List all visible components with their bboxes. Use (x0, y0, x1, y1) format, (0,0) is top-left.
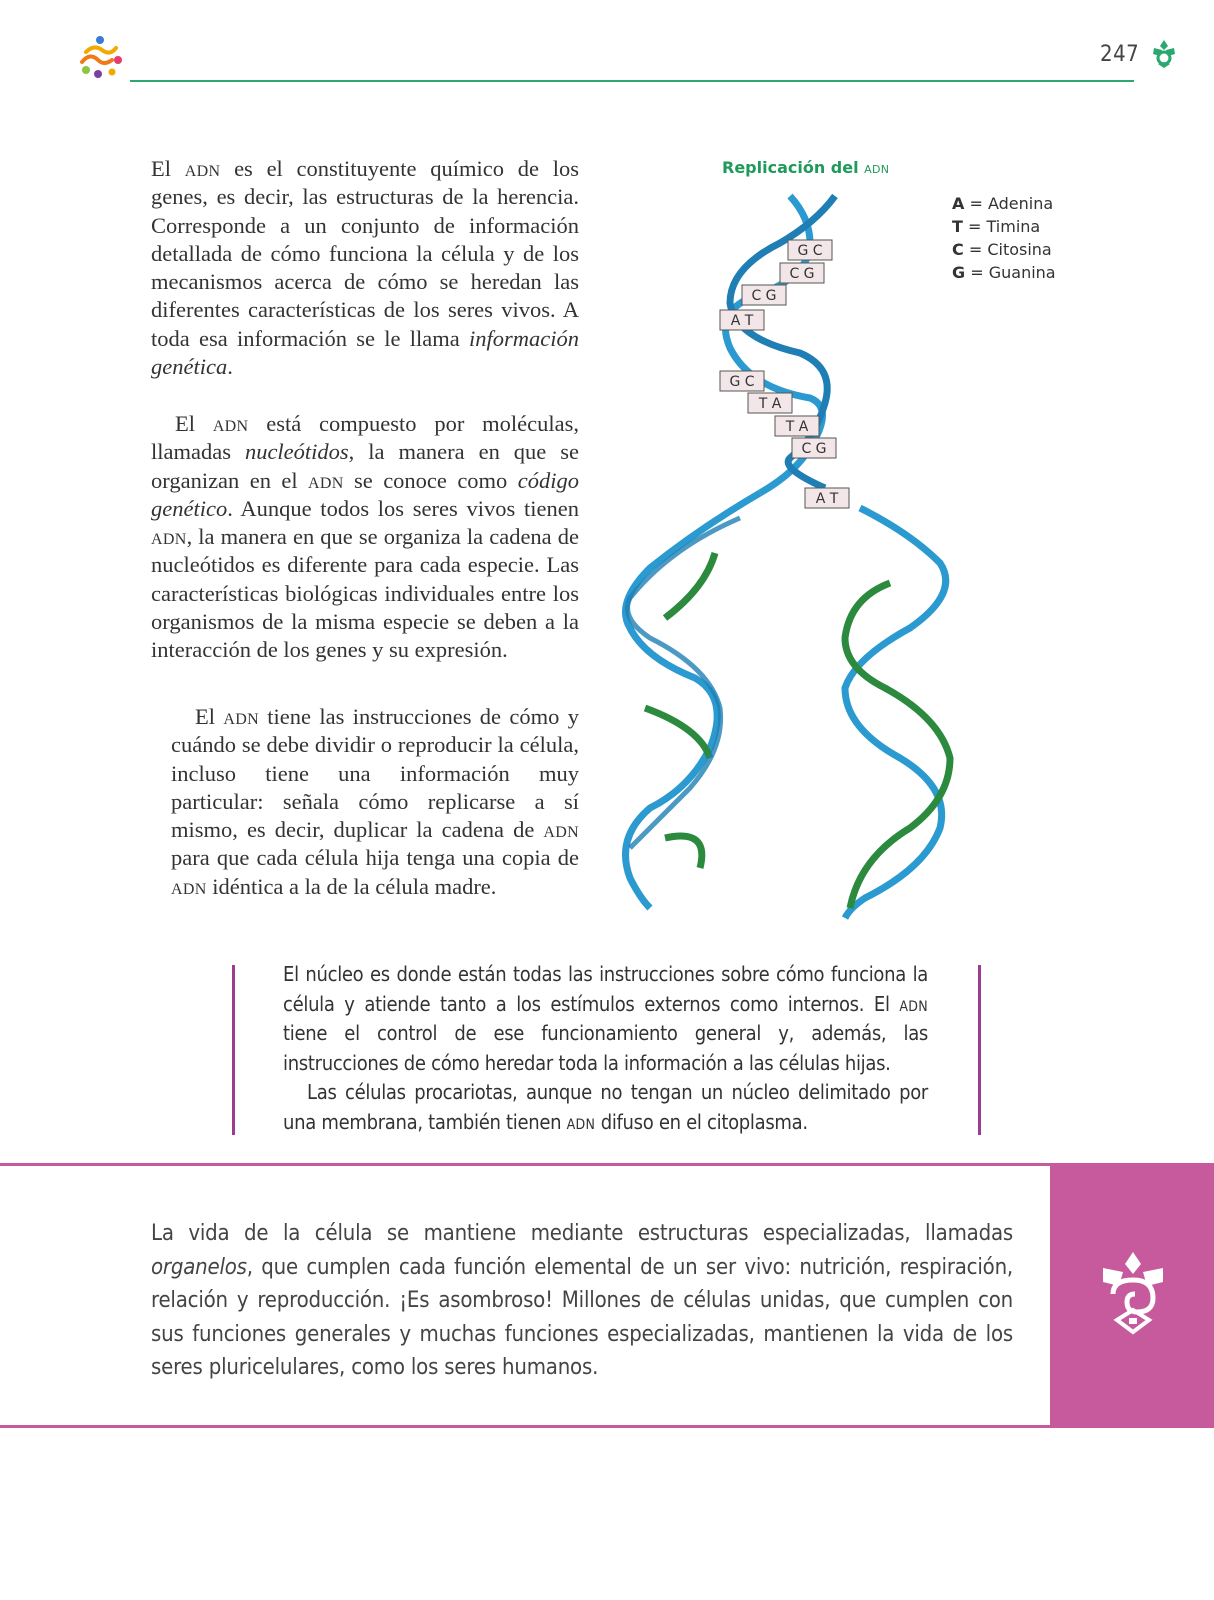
aside-right-rule (978, 965, 981, 1135)
base-pair-label: A T (730, 313, 754, 329)
paragraph-dna-composition (151, 410, 579, 665)
base-pair (748, 393, 792, 413)
legend-value: = Adenina (964, 194, 1054, 213)
band-top-rule (0, 1163, 1214, 1166)
base-pair-label: G C (729, 374, 755, 390)
base-pair (775, 416, 819, 436)
legend-key: C (952, 240, 964, 259)
dna-replication-diagram (610, 188, 970, 923)
aside-note (283, 960, 928, 1137)
text: está compuesto por moléculas, llamadas (151, 411, 579, 465)
legend-value: = Guanina (965, 263, 1056, 282)
base-pair-label: C G (751, 288, 777, 304)
text: Las células procariotas, aunque no tengan un núcleo delimitado por una membrana, también tienen (283, 1080, 928, 1134)
page-number: 247 (1100, 42, 1140, 67)
text: El (151, 156, 185, 181)
acronym-adn: adn (899, 991, 928, 1016)
base-pair (720, 371, 764, 391)
left-parent-strand (626, 493, 761, 908)
base-pair-label: T A (758, 396, 782, 412)
figure-title-text: Replicación del (722, 158, 865, 177)
aside-paragraph (283, 960, 928, 1078)
legend-key: T (952, 217, 963, 236)
text: difuso en el citoplasma. (595, 1109, 808, 1134)
text: El núcleo es donde están todas las instrucciones sobre cómo funciona la célula y atiende tanto a los estímulos externos como internos. El (283, 962, 928, 1016)
band-bottom-rule (0, 1425, 1050, 1428)
base-pair-label: G C (797, 243, 823, 259)
text: idéntica a la de la célula madre. (206, 873, 497, 899)
band-paragraph (151, 1217, 1013, 1385)
text: . (227, 354, 233, 380)
paragraph-dna-replication (171, 703, 579, 901)
aside-paragraph (283, 1078, 928, 1137)
base-pair (720, 310, 764, 330)
base-pair (788, 240, 832, 260)
legend-key: A (952, 194, 965, 213)
acronym-adn: adn (308, 467, 344, 493)
text: para que cada célula hija tenga una copia de (171, 845, 579, 871)
base-pair-label: A T (815, 491, 839, 507)
text: tiene el control de ese funcionamiento general y, además, las instrucciones de cómo heredar toda la información a las células hijas. (283, 1021, 928, 1075)
acronym-adn: adn (864, 158, 890, 177)
header-rule (130, 80, 1134, 82)
acronym-adn: adn (566, 1109, 596, 1134)
text: El (175, 411, 213, 436)
flower-emblem-icon (1150, 38, 1178, 70)
aside-left-rule (232, 965, 235, 1135)
flower-emblem-icon (1097, 1250, 1169, 1340)
base-pair-label: T A (785, 419, 809, 435)
legend-value: = Timina (962, 217, 1041, 236)
logo-icon (72, 30, 128, 86)
legend-key: G (952, 263, 966, 282)
base-pair (780, 263, 824, 283)
acronym-adn: adn (543, 817, 579, 843)
acronym-adn: adn (223, 704, 259, 729)
text: , que cumplen cada función elemental de un ser vivo: nutrición, respiración, relación y reproducción. ¡Es asombroso! Millones de células unidas, que cumplen con sus funciones generales y muchas funciones especializadas, mantienen la vida de los seres pluricelulares, como los seres humanos. (151, 1254, 1013, 1380)
base-pair-label: C G (801, 441, 827, 457)
text: , la manera en que se organiza la cadena de nucleótidos es diferente para cada especie. Las características biológicas individuales entre los organismos de la misma especie se deben a la interacción de los genes y su expresión. (151, 524, 579, 663)
text: El (195, 704, 224, 729)
text: . Aunque todos los seres vivos tienen (227, 495, 579, 521)
emphasis-term: código genético (151, 467, 579, 521)
base-pair (805, 488, 849, 508)
text: se conoce como (343, 467, 518, 493)
acronym-adn: adn (151, 524, 187, 550)
base-pair-label: C G (789, 266, 815, 282)
text: es el constituyente químico de los genes, es decir, las estructuras de la herencia. Corresponde a un conjunto de información detallada de cómo funciona la célula y de los mecanismos acerca de cómo se heredan las diferentes características de los seres vivos. A toda esa información se le llama (151, 156, 580, 351)
figure-title (722, 158, 889, 177)
emphasis-term: información genética (151, 325, 579, 380)
text: tiene las instrucciones de cómo y cuándo se debe dividir o reproducir la célula, incluso tiene una información muy particular: señala cómo replicarse a sí mismo, es decir, duplicar la cadena de (171, 704, 579, 843)
left-strand-b (628, 518, 741, 848)
text: , la manera en que se organizan en el (151, 439, 579, 493)
legend-value: = Citosina (963, 240, 1052, 259)
right-parent-strand (845, 508, 946, 918)
base-pair (792, 438, 836, 458)
emphasis-term: nucleótidos (244, 439, 349, 465)
emphasis-term: organelos (151, 1254, 247, 1280)
text: La vida de la célula se mantiene mediante estructuras especializadas, llamadas (151, 1221, 1013, 1246)
base-pair (742, 285, 786, 305)
paragraph-dna-definition (151, 155, 579, 381)
acronym-adn: adn (184, 156, 221, 181)
acronym-adn: adn (171, 873, 207, 899)
acronym-adn: adn (212, 411, 249, 436)
